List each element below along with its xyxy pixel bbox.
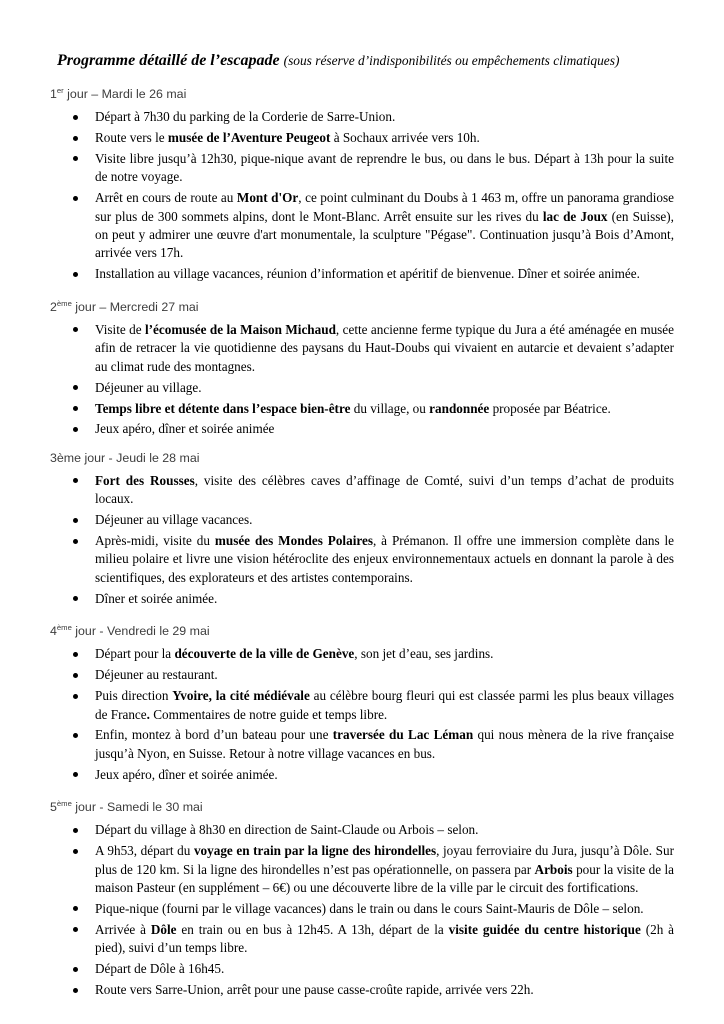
text-run: Mont d'Or [236, 190, 299, 206]
bullet-item [50, 379, 674, 397]
text-run: Route vers Sarre-Union, arrêt pour une pause casse-croûte rapide, arrivée vers 22h. [95, 982, 534, 998]
text-run: , cette ancienne ferme typique du Jura a été aménagée en musée afin de retracer la vie quotidienne des paysans du Haut-Doubs qui vivaient en autarcie et devaient s’adapter au climat rude des montagnes. [95, 321, 675, 374]
day-heading [50, 620, 674, 639]
text-run: , son jet d’eau, ses jardins. [354, 646, 494, 662]
text-run: Déjeuner au restaurant. [95, 667, 218, 683]
text-run: Visite de [95, 321, 145, 337]
bullet-item [50, 129, 674, 147]
text-run: , visite des célèbres caves d’affinage de Comté, suivi d’un temps d’achat de produits locaux. [95, 472, 674, 507]
bullet-item [50, 687, 674, 724]
bullet-item [50, 400, 674, 418]
text-run: Installation au village vacances, réunion d’information et apéritif de bienvenue. Dîner et soirée animée. [95, 266, 640, 282]
bullet-icon [73, 136, 78, 141]
text-run: Yvoire, la cité médiévale [172, 688, 310, 704]
bullet-item [50, 108, 674, 126]
bullet-list [50, 821, 674, 999]
text-run: au célèbre bourg fleuri qui est classée parmi les plus beaux villages de France [95, 688, 674, 722]
bullet-item [50, 645, 674, 663]
bullet-item [50, 150, 674, 187]
text-run: lac de Joux [542, 208, 608, 224]
text-run: à Sochaux arrivée vers 10h. [330, 130, 480, 146]
bullet-item [50, 321, 674, 376]
day-ordinal: er [56, 86, 64, 95]
bullet-icon [73, 849, 78, 854]
text-run: musée de l’Aventure Peugeot [167, 130, 331, 146]
text-run: , à Prémanon. Il offre une immersion complète dans le milieu polaire et livre une vision hétéroclite des enjeux environnementaux actuels en donnant la parole à des scientifiques, des explorateurs et des artistes contemporains. [95, 533, 675, 585]
bullet-icon [73, 694, 78, 699]
bullet-item [50, 981, 674, 999]
bullet-item [50, 472, 674, 509]
text-run: en train ou en bus à 12h45. A 13h, départ de la [176, 921, 449, 937]
text-run: Départ de Dôle à 16h45. [95, 961, 225, 977]
day-label-text: jour - Jeudi le 28 mai [81, 450, 200, 465]
bullet-icon [73, 156, 78, 161]
text-run: Visite libre jusqu’à 12h30, pique-nique avant de reprendre le bus, ou dans le bus. Départ à 13h pour la suite de notre voyage. [95, 150, 674, 185]
bullet-icon [73, 967, 78, 972]
text-run: Jeux apéro, dîner et soirée animée [95, 421, 275, 437]
text-run: Après-midi, visite du [95, 533, 215, 549]
bullet-icon [73, 733, 78, 738]
bullet-icon [73, 927, 78, 932]
day-heading [50, 796, 674, 815]
text-run: Arrêt en cours de route au [95, 190, 237, 206]
text-run: voyage en train par la ligne des hirondelles [193, 843, 437, 859]
bullet-item [50, 189, 674, 263]
bullet-icon [73, 196, 78, 201]
day-number: 2 [50, 299, 57, 314]
bullet-icon [73, 772, 78, 777]
text-run: qui nous mènera de la rive française jusqu’à Nyon, en Suisse. Retour à notre village vacances en bus. [95, 727, 675, 761]
bullet-item [50, 666, 674, 684]
day-ordinal: ème [56, 450, 82, 465]
title-main: Programme détaillé de l’escapade [57, 52, 280, 69]
bullet-icon [73, 478, 78, 483]
bullet-item [50, 726, 674, 763]
bullet-icon [73, 988, 78, 993]
text-run: Déjeuner au village vacances. [95, 512, 253, 528]
text-run: du village, ou [350, 400, 430, 416]
day-label-text: jour - Samedi le 30 mai [71, 800, 203, 815]
bullet-item [50, 511, 674, 529]
text-run: , ce point culminant du Doubs à 1 463 m, offre un panorama grandiose sur plus de 300 sommets alpins, dont le Mont-Blanc. Arrêt ensuite sur les rives du [95, 190, 674, 224]
text-run: Arrivée à [95, 921, 151, 937]
bullet-item [50, 590, 674, 608]
text-run: Fort des Rousses [95, 472, 195, 488]
day-heading [50, 451, 674, 466]
day-label-text: jour – Mardi le 26 mai [63, 87, 187, 102]
text-run: Enfin, montez à bord d’un bateau pour une [95, 727, 333, 743]
text-run: Départ à 7h30 du parking de la Corderie de Sarre-Union. [95, 109, 396, 125]
bullet-icon [73, 115, 78, 120]
text-run: Route vers le [95, 130, 168, 146]
day-heading [50, 296, 674, 315]
day-number: 4 [50, 624, 57, 639]
bullet-item [50, 842, 674, 897]
day-number: 1 [50, 87, 57, 102]
bullet-icon [73, 385, 78, 390]
text-run: Puis direction [95, 688, 173, 704]
text-run: , joyau ferroviaire du Jura, jusqu’à Dôle. Sur plus de 120 km. Si la ligne des hirondelles n’est pas opérationnelle, on passera par [95, 843, 674, 877]
page-title [57, 50, 674, 71]
bullet-list [50, 321, 674, 439]
bullet-item [50, 821, 674, 839]
text-run: musée des Mondes Polaires [214, 533, 373, 549]
day-label-text: jour - Vendredi le 29 mai [71, 624, 210, 639]
text-run: proposée par Béatrice. [489, 400, 611, 416]
bullet-item [50, 766, 674, 784]
bullet-icon [73, 828, 78, 833]
document-body [50, 83, 674, 999]
day-section [50, 83, 674, 284]
bullet-icon [73, 596, 78, 601]
bullet-item [50, 265, 674, 283]
bullet-item [50, 532, 674, 587]
bullet-item [50, 900, 674, 918]
bullet-icon [73, 652, 78, 657]
bullet-list [50, 472, 674, 608]
day-section [50, 796, 674, 999]
text-run: Jeux apéro, dîner et soirée animée. [95, 766, 278, 782]
title-subtitle: (sous réserve d’indisponibilités ou empêchements climatiques) [283, 53, 620, 68]
bullet-list [50, 108, 674, 284]
text-run: Commentaires de notre guide et temps libre. [149, 706, 388, 722]
text-run: . [146, 706, 150, 722]
bullet-icon [73, 427, 78, 432]
bullet-item [50, 420, 674, 438]
text-run: l’écomusée de la Maison Michaud [144, 321, 336, 337]
day-number: 5 [50, 800, 57, 815]
bullet-icon [73, 539, 78, 544]
text-run: Départ du village à 8h30 en direction de Saint-Claude ou Arbois – selon. [95, 822, 479, 838]
text-run: Déjeuner au village. [95, 379, 202, 395]
day-number: 3 [50, 450, 57, 465]
day-section [50, 620, 674, 784]
text-run: Pique-nique (fourni par le village vacances) dans le train ou dans le cours Saint-Mauris de Dôle – selon. [95, 900, 644, 916]
text-run: Départ pour la [95, 646, 175, 662]
bullet-item [50, 921, 674, 958]
day-label-text: jour – Mercredi 27 mai [71, 299, 199, 314]
text-run: randonnée [429, 400, 490, 416]
day-ordinal: ème [56, 623, 72, 633]
text-run: (2h à pied), suivi d’un temps libre. [95, 921, 675, 956]
day-section [50, 296, 674, 439]
bullet-item [50, 960, 674, 978]
bullet-icon [73, 327, 78, 332]
bullet-icon [73, 406, 78, 411]
day-heading [50, 83, 674, 102]
text-run: visite guidée du centre historique [448, 921, 641, 937]
text-run: A 9h53, départ du [95, 843, 194, 859]
day-section [50, 451, 674, 608]
text-run: traversée du Lac Léman [332, 727, 474, 743]
day-ordinal: ème [56, 298, 72, 308]
text-run: Temps libre et détente dans l’espace bien-être [95, 400, 351, 416]
text-run: pour la visite de la maison Pasteur (en supplément – 6€) ou une découverte libre de la ville par le circuit des fortifications. [95, 861, 674, 895]
bullet-icon [73, 272, 78, 277]
text-run: Dôle [150, 921, 177, 937]
day-ordinal: ème [56, 799, 72, 809]
bullet-icon [73, 518, 78, 523]
bullet-list [50, 645, 674, 784]
text-run: découverte de la ville de Genève [174, 646, 355, 662]
text-run: Dîner et soirée animée. [95, 590, 218, 606]
text-run: Arbois [534, 861, 573, 877]
bullet-icon [73, 673, 78, 678]
text-run: (en Suisse), on peut y admirer une œuvre d'art monumentale, la sculpture "Pégase". Continuation jusqu’à Bois d’Amont, arrivée vers 17h. [95, 208, 674, 261]
bullet-icon [73, 906, 78, 911]
